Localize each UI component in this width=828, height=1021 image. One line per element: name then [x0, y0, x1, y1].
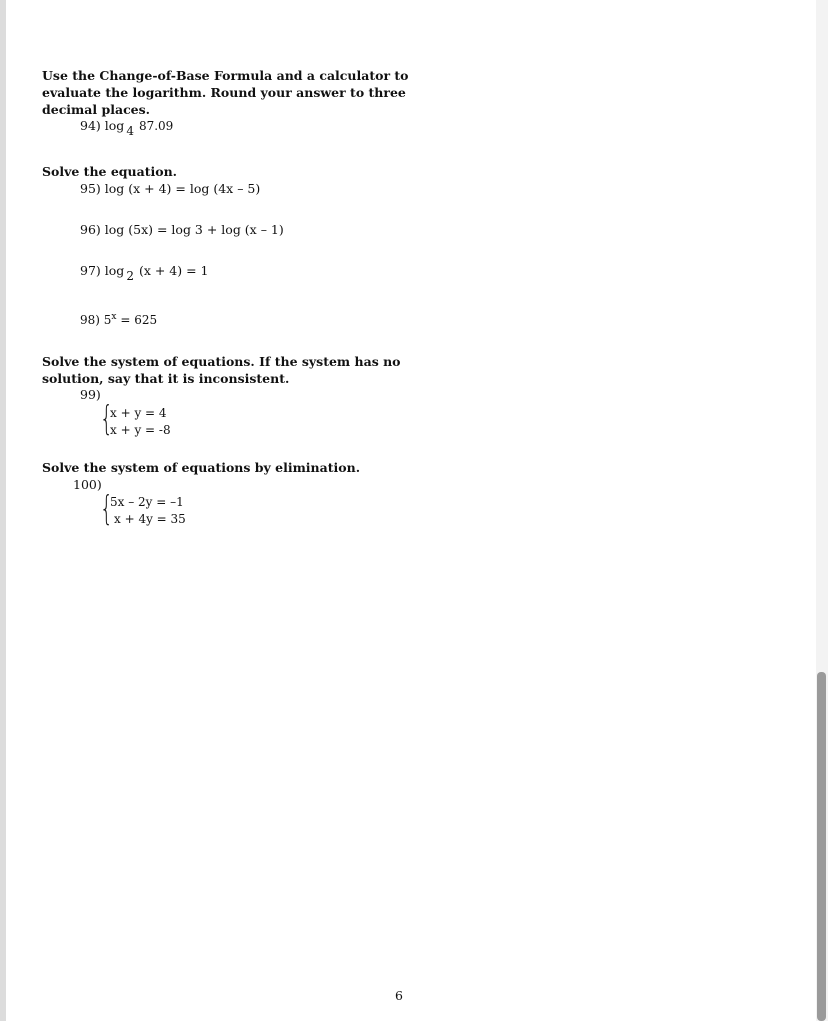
system-brace: { [100, 399, 113, 439]
log-text: log [104, 118, 125, 133]
problem-99-equation-1: x + y = 4 [110, 406, 167, 420]
exponent-base: 5 [103, 313, 112, 327]
log-argument: 87.09 [138, 119, 174, 133]
scrollbar-thumb[interactable] [817, 672, 826, 1021]
problem-number: 97) [80, 263, 101, 278]
log-text: log [104, 263, 125, 278]
instruction-elimination: Solve the system of equations by elimination. [42, 460, 361, 475]
equation-rest: = 625 [120, 313, 158, 327]
problem-95: 95) log (x + 4) = log (4x – 5) [80, 181, 261, 196]
equation-rest: (x + 4) = 1 [138, 263, 209, 278]
problem-98 [80, 312, 157, 327]
instruction-line: Use the Change-of-Base Formula and a calculator to [42, 68, 409, 83]
problem-100-equation-2: x + 4y = 35 [114, 512, 186, 526]
problem-number: 98) [80, 313, 100, 327]
instruction-line: decimal places. [42, 102, 151, 117]
exponent: x [111, 312, 117, 322]
system-brace: { [100, 489, 113, 529]
problem-number: 94) [80, 118, 101, 133]
instruction-system-inconsistent [42, 353, 401, 387]
problem-99-number: 99) [80, 387, 101, 402]
problem-96: 96) log (5x) = log 3 + log (x – 1) [80, 222, 284, 237]
problem-100-number: 100) [73, 477, 102, 492]
problem-94 [80, 118, 173, 138]
problem-99-equation-2: x + y = -8 [110, 423, 171, 437]
log-base: 2 [126, 269, 134, 283]
instruction-line: evaluate the logarithm. Round your answer to three [42, 85, 406, 100]
instruction-solve-equation: Solve the equation. [42, 164, 178, 179]
instruction-line: solution, say that it is inconsistent. [42, 371, 290, 386]
page-number: 6 [395, 988, 403, 1003]
problem-97 [80, 263, 209, 283]
problem-100-equation-1: 5x – 2y = –1 [110, 495, 184, 509]
instruction-line: Solve the system of equations. If the system has no [42, 354, 401, 369]
instruction-change-of-base [42, 67, 409, 118]
log-base: 4 [126, 124, 134, 138]
